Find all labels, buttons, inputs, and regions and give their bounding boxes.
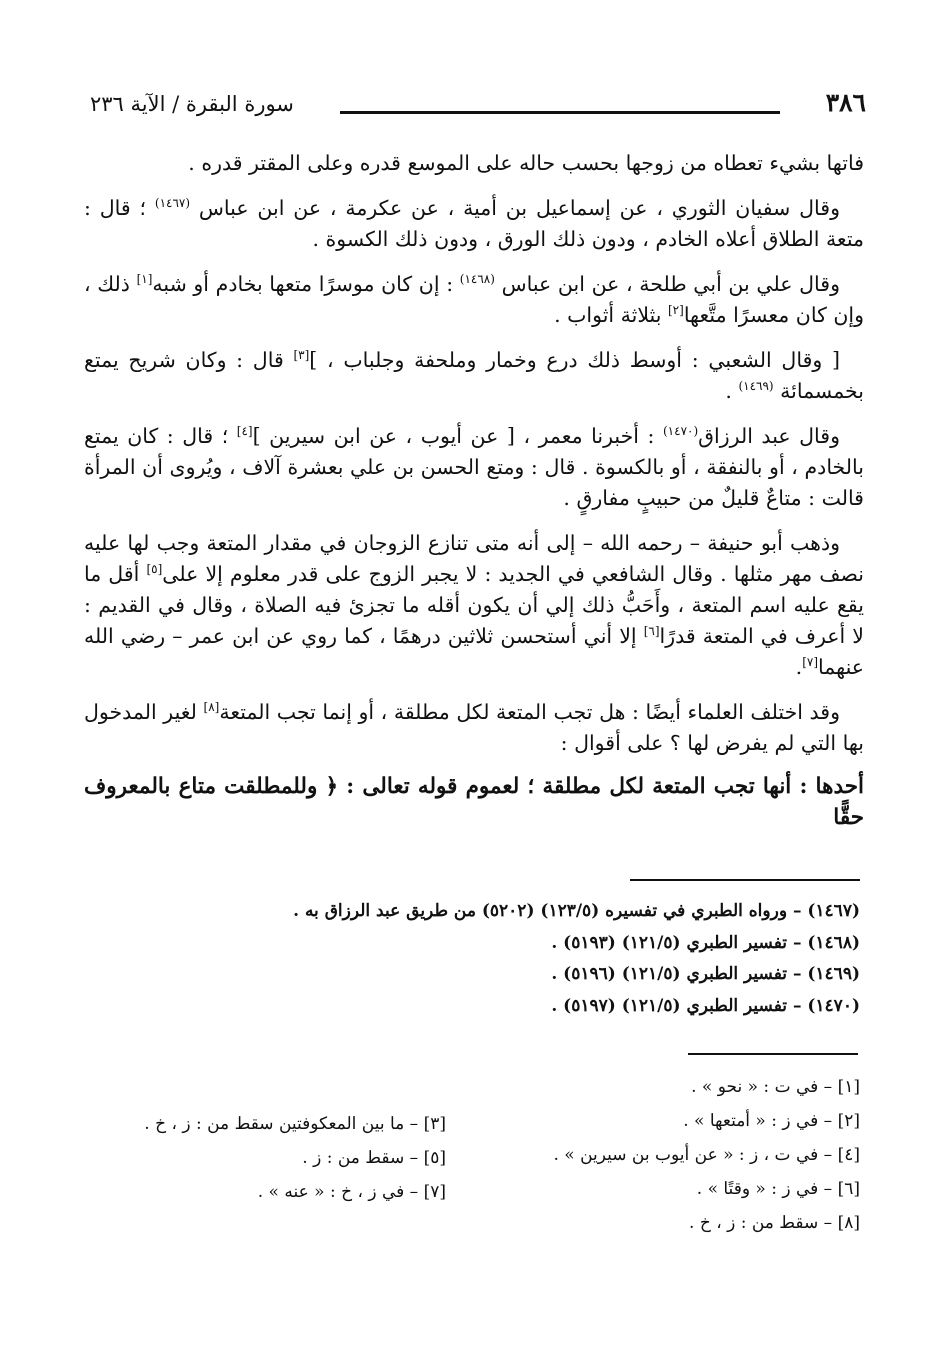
paragraph-8	[84, 771, 864, 833]
header-rule	[340, 111, 780, 114]
paragraph-text: وقال علي بن أبي طلحة ، عن ابن عباس	[501, 272, 840, 296]
paragraph-text: لغير المدخول بها التي لم يفرض لها ؟ على أقوال :	[84, 700, 864, 755]
variants-column-right	[480, 1070, 860, 1240]
paragraph-text: [ وقال الشعبي : أوسط ذلك درع وخمار وملحفة وجلباب ، ]	[309, 348, 840, 372]
footnote-ref: (١٤٦٧)	[154, 196, 191, 211]
variant-note: [٤] – في ت ، ز : « عن أيوب بن سيرين » .	[553, 1145, 860, 1165]
variant-mark: [٦]	[643, 624, 660, 639]
paragraph-2	[84, 193, 864, 255]
variant-note: [٢] – في ز : « أمتعها » .	[683, 1111, 860, 1131]
variant-note: [٣] – ما بين المعكوفتين سقط من : ز ، خ .	[144, 1114, 446, 1134]
paragraph-text: بثلاثة أثواب .	[554, 303, 662, 327]
paragraph-1	[84, 148, 864, 179]
variant-note: [٥] – سقط من : ز .	[302, 1148, 446, 1168]
footnote-ref: (١٤٧٠)	[662, 424, 699, 439]
paragraph-text: ؛ قال : متعة الطلاق أعلاه الخادم ، ودون ذلك الورق ، ودون ذلك الكسوة .	[84, 196, 864, 251]
variant-mark: [٨]	[203, 700, 220, 715]
variant-note: [١] – في ت : « نحو » .	[691, 1077, 860, 1097]
main-text	[84, 148, 864, 833]
paragraph-6	[84, 528, 864, 683]
paragraph-text: ذلك ، وإن كان معسرًا متَّعها	[84, 272, 864, 327]
footnote-ref: (١٤٦٩)	[738, 379, 774, 394]
paragraph-text: .	[795, 655, 803, 679]
paragraph-text: أقل ما يقع عليه اسم المتعة ، وأَحَبُّ ذلك إلي أن يكون أقله ما تجزئ فيه الصلاة ، وقال في القديم : لا أعرف في المتعة قدرًا	[84, 562, 864, 648]
paragraph-text: وذهب أبو حنيفة – رحمه الله – إلى أنه متى تنازع الزوجان في مقدار المتعة وجب لها عليه نصف مهر مثلها . وقال الشافعي في الجديد : لا يجبر الزوج على قدر معلوم إلا على	[84, 531, 865, 586]
paragraph-3	[84, 269, 864, 331]
paragraph-text: فاتها بشيء تعطاه من زوجها بحسب حاله على الموسع قدره وعلى المقتر قدره .	[188, 151, 864, 175]
variant-note: [٦] – في ز : « وقتًا » .	[696, 1179, 860, 1199]
paragraph-text: وقال عبد الرزاق	[698, 424, 840, 448]
variant-note: [٨] – سقط من : ز ، خ .	[689, 1213, 860, 1233]
footnote-item: (١٤٧٠) – تفسير الطبري (١٢١/٥) (٥١٩٧) .	[551, 995, 860, 1016]
variants-column-left	[26, 1107, 446, 1209]
footnote-item: (١٤٦٧) – ورواه الطبري في تفسيره (١٢٣/٥) (٥٢٠٢) من طريق عبد الرزاق به .	[293, 901, 860, 921]
page-number: ٣٨٦	[825, 88, 866, 117]
variant-mark: [٣]	[293, 348, 310, 363]
paragraph-text: ؛ قال : كان يمتع بالخادم ، أو بالنفقة ، أو بالكسوة . قال : ومتع الحسن بن علي بعشرة آلاف ، ويُروى أن المرأة قالت : متاعٌ قليلٌ من حبيبٍ مفارقٍ .	[84, 424, 864, 510]
variant-mark: [٤]	[236, 424, 253, 439]
variant-mark: [١]	[136, 272, 153, 287]
variant-note: [٧] – في ز ، خ : « عنه » .	[257, 1182, 446, 1202]
paragraph-4	[84, 345, 864, 407]
paragraph-text: قال : وكان شريح يمتع بخمسمائة	[84, 348, 864, 403]
paragraph-text: أحدها : أنها تجب المتعة لكل مطلقة ؛ لعموم قوله تعالى : ﴿ وللمطلقت متاع بالمعروف حقًّا	[84, 774, 864, 830]
running-title: سورة البقرة / الآية ٢٣٦	[90, 92, 294, 116]
paragraph-7	[84, 697, 864, 759]
paragraph-5	[84, 421, 864, 514]
variant-mark: [٧]	[802, 655, 819, 670]
paragraph-text: : أخبرنا معمر ، [ عن أيوب ، عن ابن سيرين ]	[252, 424, 655, 448]
variant-mark: [٢]	[667, 303, 684, 318]
variants-rule	[688, 1053, 858, 1055]
footnote-item: (١٤٦٨) – تفسير الطبري (١٢١/٥) (٥١٩٣) .	[551, 932, 860, 953]
footnote-rule	[630, 879, 860, 881]
paragraph-text: .	[725, 379, 732, 403]
paragraph-text: إلا أني أستحسن ثلاثين درهمًا ، كما روي عن ابن عمر – رضي الله عنهما	[84, 624, 864, 679]
paragraph-text: وقال سفيان الثوري ، عن إسماعيل بن أمية ، عن عكرمة ، عن ابن عباس	[198, 196, 840, 220]
paragraph-text: : إن كان موسرًا متعها بخادم أو شبه	[152, 272, 454, 296]
manuscript-variants	[0, 1070, 946, 1250]
footnotes	[80, 896, 860, 1022]
variant-mark: [٥]	[146, 562, 163, 577]
paragraph-text: وقد اختلف العلماء أيضًا : هل تجب المتعة لكل مطلقة ، أو إنما تجب المتعة	[219, 700, 840, 724]
footnote-ref: (١٤٦٨)	[459, 272, 495, 287]
footnote-item: (١٤٦٩) – تفسير الطبري (١٢١/٥) (٥١٩٦) .	[551, 964, 860, 984]
